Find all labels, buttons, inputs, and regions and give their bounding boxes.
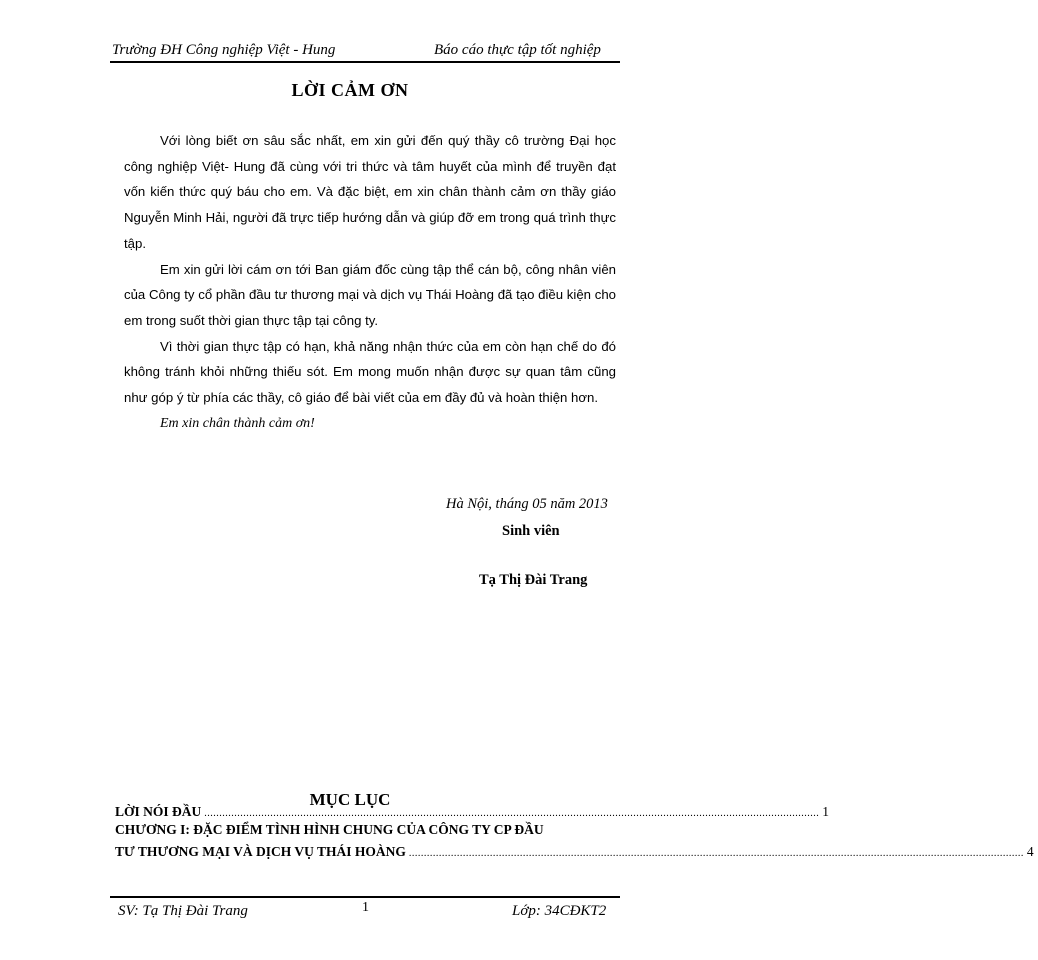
paragraph-1: Với lòng biết ơn sâu sắc nhất, em xin gửi đến quý thầy cô trường Đại học công nghiệp Việt- Hung đã cùng với tri thức và tâm huyết của mình để truyền đạt vốn kiến thức quý báu cho em. Và đặc biệt, em xin chân thành cảm ơn thầy giáo Nguyễn Minh Hải, người đã trực tiếp hướng dẫn và giúp đỡ em trong quá trình thực tập. — [124, 133, 616, 251]
closing-line: Em xin chân thành cảm ơn! — [160, 415, 315, 431]
header-report-type: Báo cáo thực tập tốt nghiệp — [434, 42, 601, 58]
acknowledgement-body — [124, 128, 616, 436]
toc-title: MỤC LỤC — [309, 790, 391, 809]
signature-role: Sinh viên — [502, 523, 560, 539]
signature-name: Tạ Thị Đài Trang — [479, 572, 588, 588]
signature-date: Hà Nội, tháng 05 năm 2013 — [446, 496, 608, 512]
toc-entry-label: CHƯƠNG I: ĐẶC ĐIỂM TÌNH HÌNH CHUNG CỦA CÔNG TY CP ĐẦU — [115, 822, 544, 837]
paragraph-2: Em xin gửi lời cám ơn tới Ban giám đốc cùng tập thể cán bộ, công nhân viên của Công ty cổ phần đầu tư thương mại và dịch vụ Thái Hoàng đã tạo điều kiện cho em trong suốt thời gian thực tập tại công ty. — [124, 261, 616, 328]
footer-student: SV: Tạ Thị Đài Trang — [118, 903, 248, 919]
footer-rule — [110, 896, 620, 898]
toc-leader-dots: ............................................................................................................................................................................................................. — [408, 848, 1024, 859]
toc-entry-label: TƯ THƯƠNG MẠI VÀ DỊCH VỤ THÁI HOÀNG — [115, 844, 406, 859]
toc-entry-page: 1 — [822, 804, 830, 819]
toc-entry-2-line1[interactable] — [115, 822, 675, 838]
toc-entry-label: LỜI NÓI ĐẦU — [115, 804, 202, 819]
toc-entry-2-line2[interactable] — [115, 844, 1034, 860]
toc-entry-page: 4 — [1026, 844, 1034, 859]
toc-entry-1[interactable] — [115, 804, 830, 820]
paragraph-3: Vì thời gian thực tập có hạn, khả năng nhận thức của em còn hạn chế do đó không tránh khỏi những thiếu sót. Em mong muốn nhận được sự quan tâm cũng như góp ý từ phía các thầy, cô giáo để bài viết của em đầy đủ và hoàn thiện hơn. — [124, 338, 616, 406]
page-title: LỜI CẢM ƠN — [291, 80, 409, 100]
footer-page-number: 1 — [362, 900, 369, 915]
header-rule — [110, 61, 620, 63]
toc-leader-dots: ............................................................................................................................................................................................................. — [204, 808, 820, 819]
header-school: Trường ĐH Công nghiệp Việt - Hung — [112, 42, 336, 58]
footer-class: Lớp: 34CĐKT2 — [512, 903, 607, 919]
